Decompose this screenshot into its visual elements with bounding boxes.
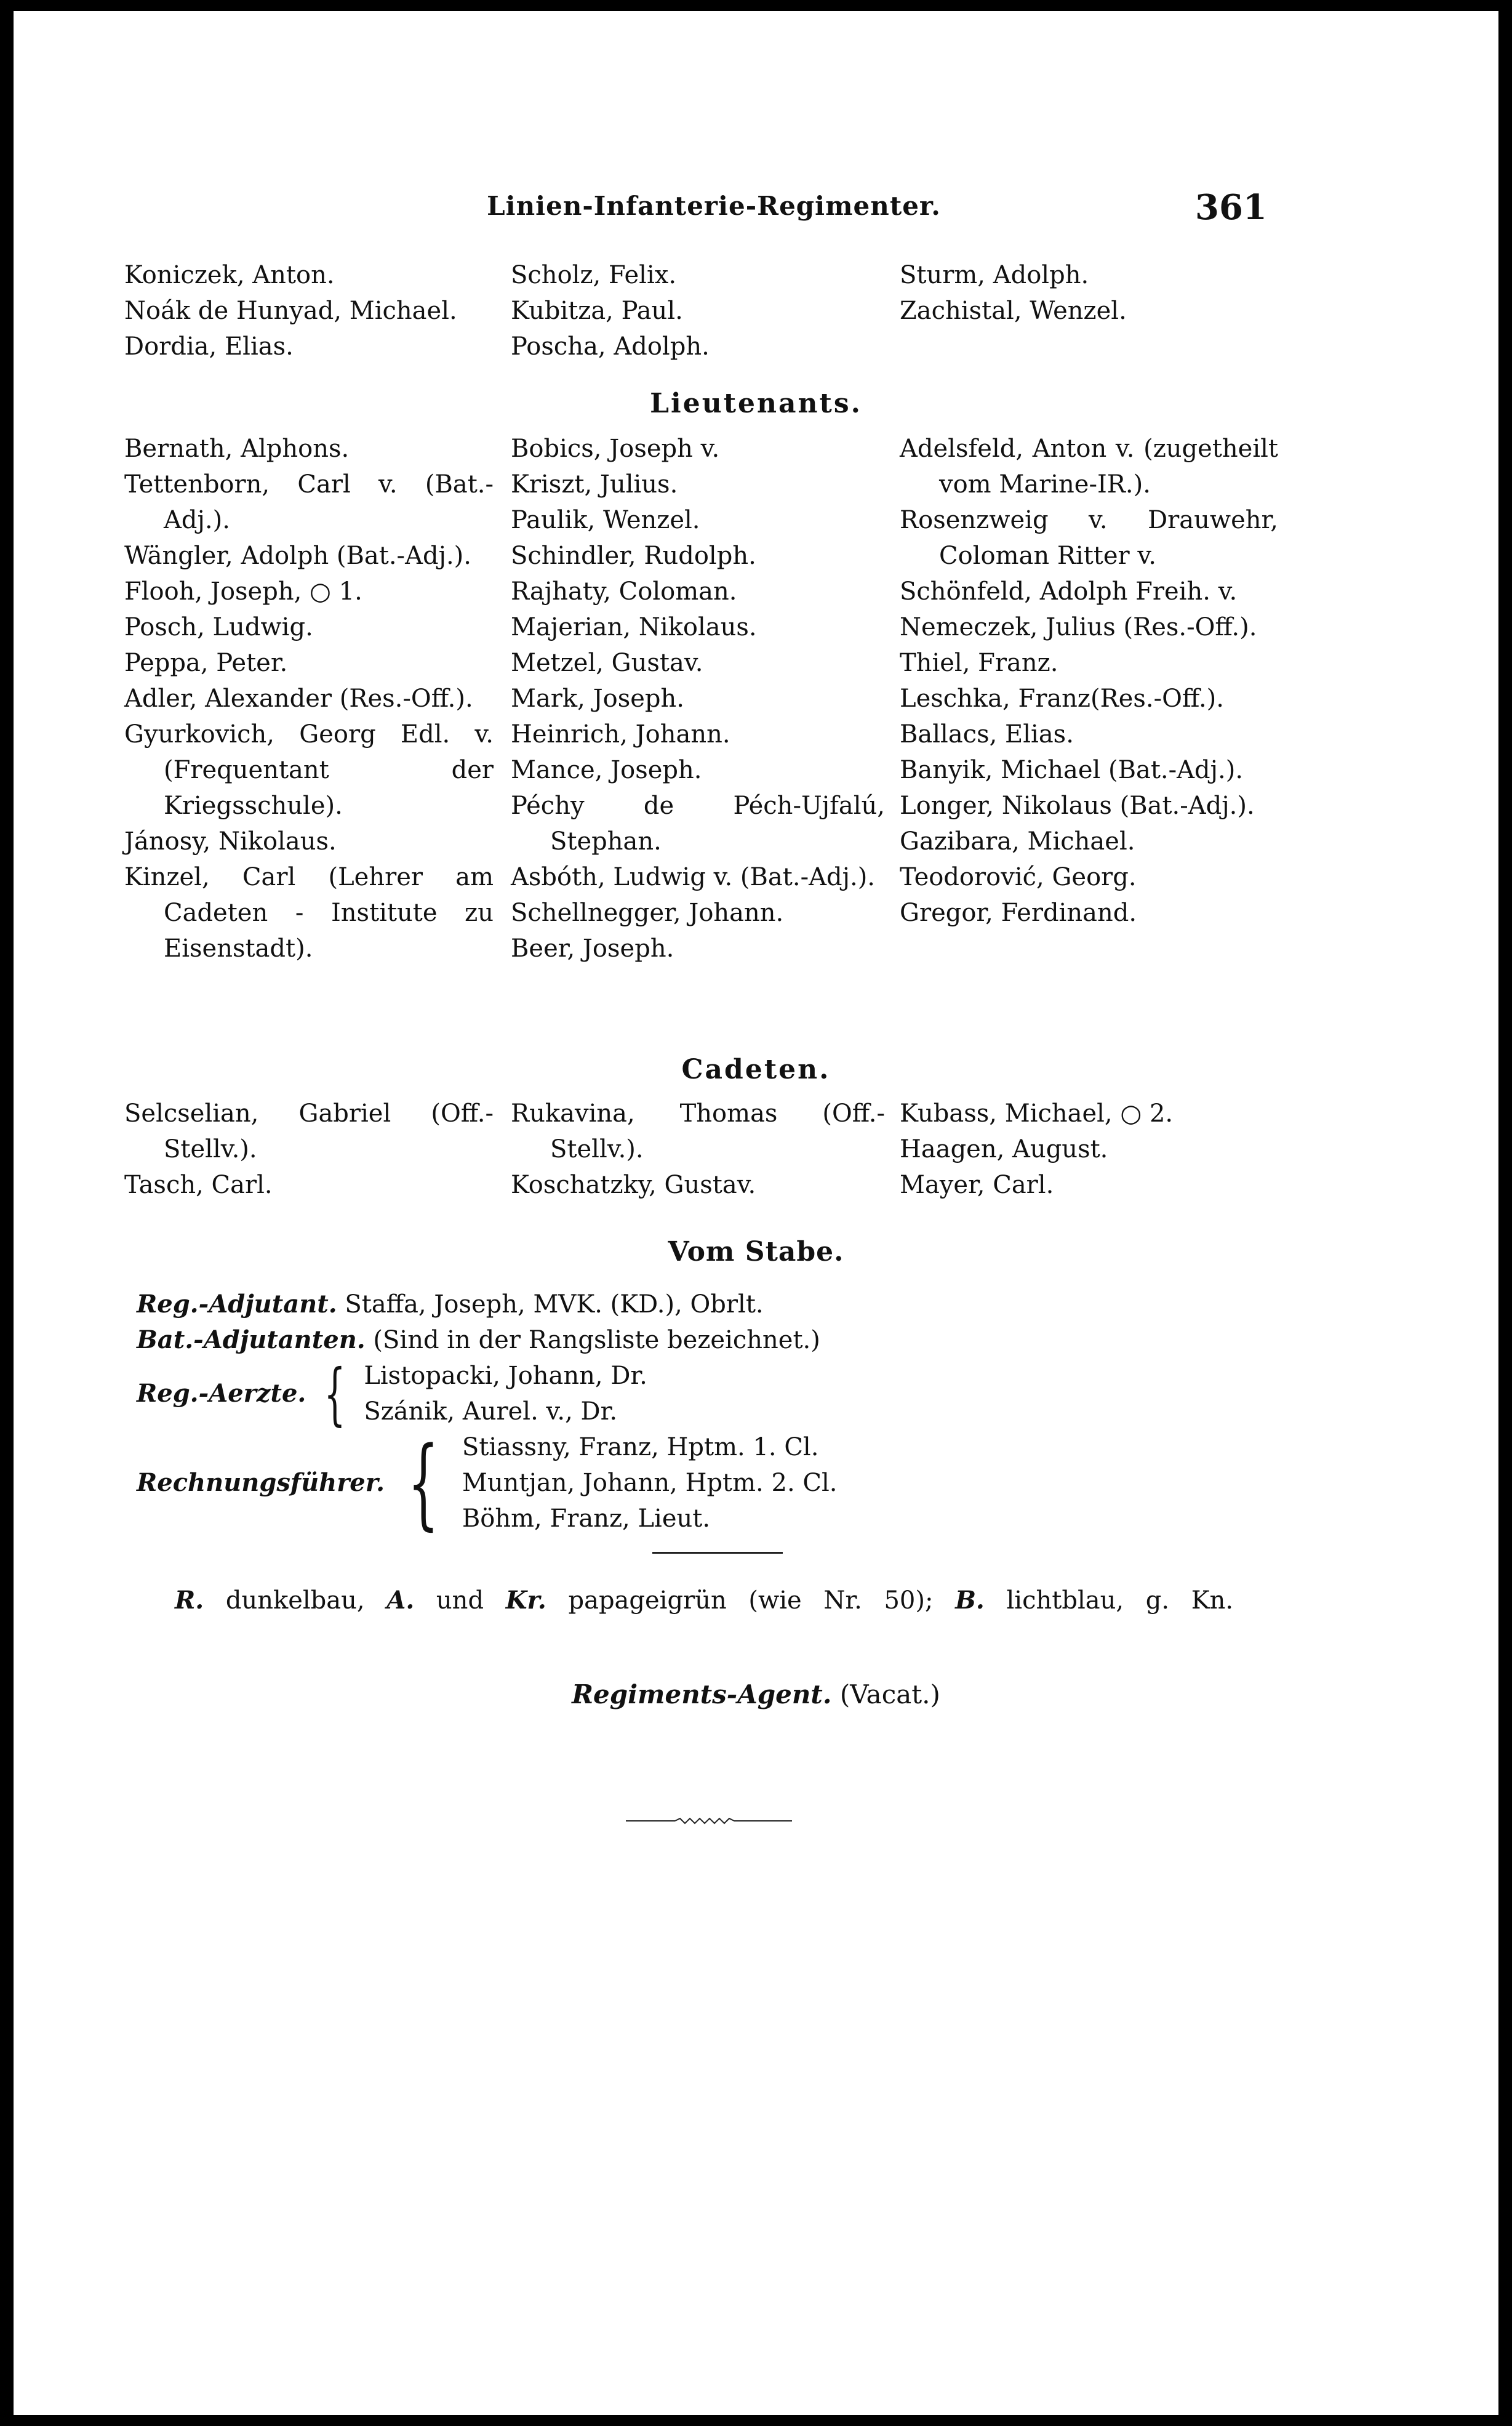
r-value: dunkelbau,: [225, 1586, 365, 1615]
list-item: Banyik, Michael (Bat.-Adj.).: [900, 756, 1244, 784]
list-item: Wängler, Adolph (Bat.-Adj.).: [124, 542, 472, 570]
kr-value: papageigrün (wie Nr. 50);: [568, 1586, 934, 1615]
lieutenants-col3: [900, 431, 1278, 931]
list-item: Listopacki, Johann, Dr.: [364, 1362, 647, 1390]
running-title: Linien-Infanterie-Regimenter.: [487, 191, 941, 221]
list-item: Koniczek, Anton.: [124, 261, 335, 289]
block1-col2: [511, 257, 885, 364]
a-label: A.: [386, 1586, 415, 1615]
und-word: und: [436, 1586, 484, 1615]
bat-adjutanten-row: [137, 1322, 1244, 1358]
list-item: Adler, Alexander (Res.-Off.).: [124, 685, 473, 713]
lieutenants-heading: Lieutenants.: [650, 388, 862, 419]
list-item: Szánik, Aurel. v., Dr.: [364, 1397, 618, 1426]
list-item: Tasch, Carl.: [124, 1171, 273, 1199]
list-item: Beer, Joseph.: [511, 934, 674, 963]
list-item: Rosenzweig v. Drauwehr, Coloman Ritter v.: [900, 506, 1278, 570]
staff-block: [137, 1287, 1244, 1540]
list-item: Majerian, Nikolaus.: [511, 613, 757, 641]
list-item: Thiel, Franz.: [900, 649, 1058, 677]
reg-adjutant-label: Reg.-Adjutant.: [137, 1290, 337, 1319]
list-item: Adelsfeld, Anton v. (zugetheilt vom Marine-IR.).: [900, 435, 1278, 499]
list-item: Metzel, Gustav.: [511, 649, 703, 677]
rechnungsfuehrer-list: [462, 1429, 838, 1536]
list-item: Muntjan, Johann, Hptm. 2. Cl.: [462, 1469, 838, 1497]
list-item: Jánosy, Nikolaus.: [124, 827, 337, 856]
b-value: lichtblau, g. Kn.: [1006, 1586, 1234, 1615]
lieutenants-col2: [511, 431, 885, 966]
list-item: Dordia, Elias.: [124, 332, 294, 361]
reg-aerzte-list: [364, 1358, 647, 1429]
list-item: Bobics, Joseph v.: [511, 435, 720, 463]
list-item: Poscha, Adolph.: [511, 332, 710, 361]
list-item: Koschatzky, Gustav.: [511, 1171, 756, 1199]
reg-aerzte-row: [137, 1354, 1244, 1433]
list-item: Sturm, Adolph.: [900, 261, 1089, 289]
list-item: Ballacs, Elias.: [900, 720, 1074, 749]
list-item: Gregor, Ferdinand.: [900, 899, 1137, 927]
staff-heading: Vom Stabe.: [668, 1236, 844, 1267]
list-item: Longer, Nikolaus (Bat.-Adj.).: [900, 792, 1255, 820]
reg-adjutant-value: Staffa, Joseph, MVK. (KD.), Obrlt.: [345, 1290, 764, 1319]
list-item: Péchy de Péch-Ujfalú, Stephan.: [511, 792, 885, 856]
block1-col3: [900, 257, 1278, 329]
list-item: Heinrich, Johann.: [511, 720, 730, 749]
agent-label: Regiments-Agent.: [572, 1679, 832, 1709]
list-item: Nemeczek, Julius (Res.-Off.).: [900, 613, 1257, 641]
list-item: Posch, Ludwig.: [124, 613, 313, 641]
list-item: Zachistal, Wenzel.: [900, 297, 1127, 325]
list-item: Teodorović, Georg.: [900, 863, 1137, 891]
kr-label: Kr.: [505, 1586, 546, 1615]
list-item: Böhm, Franz, Lieut.: [462, 1504, 711, 1533]
b-label: B.: [955, 1586, 985, 1615]
ornament-rule-icon: [626, 1816, 792, 1825]
list-item: Mance, Joseph.: [511, 756, 702, 784]
list-item: Mayer, Carl.: [900, 1171, 1054, 1199]
cadets-col1: [124, 1096, 494, 1203]
bat-adjutanten-value: (Sind in der Rangsliste bezeichnet.): [373, 1326, 820, 1354]
list-item: Asbóth, Ludwig v. (Bat.-Adj.).: [511, 863, 876, 891]
list-item: Leschka, Franz(Res.-Off.).: [900, 685, 1224, 713]
list-item: Schellnegger, Johann.: [511, 899, 784, 927]
list-item: Noák de Hunyad, Michael.: [124, 297, 457, 325]
brace-icon: {: [324, 1354, 346, 1433]
r-label: R.: [175, 1586, 204, 1615]
list-item: Tettenborn, Carl v. (Bat.-Adj.).: [124, 470, 494, 534]
bat-adjutanten-label: Bat.-Adjutanten.: [137, 1325, 366, 1354]
lieutenants-col1: [124, 431, 494, 966]
regiments-agent: [14, 1679, 1498, 1709]
reg-aerzte-label: Reg.-Aerzte.: [137, 1379, 306, 1408]
agent-value: (Vacat.): [839, 1679, 940, 1709]
list-item: Gazibara, Michael.: [900, 827, 1135, 856]
page: [14, 11, 1498, 2415]
list-item: Paulik, Wenzel.: [511, 506, 700, 534]
list-item: Kinzel, Carl (Lehrer am Cadeten - Institute zu Eisenstadt).: [124, 863, 494, 963]
list-item: Flooh, Joseph, ○ 1.: [124, 577, 362, 606]
cadets-col3: [900, 1096, 1278, 1203]
list-item: Stiassny, Franz, Hptm. 1. Cl.: [462, 1433, 819, 1461]
cadets-col2: [511, 1096, 885, 1203]
list-item: Gyurkovich, Georg Edl. v. (Frequentant der Kriegsschule).: [124, 720, 494, 820]
block1-col1: [124, 257, 494, 364]
list-item: Mark, Joseph.: [511, 685, 684, 713]
list-item: Selcselian, Gabriel (Off.-Stellv.).: [124, 1099, 494, 1163]
list-item: Rukavina, Thomas (Off.-Stellv.).: [511, 1099, 885, 1163]
reg-adjutant-row: [137, 1287, 1244, 1322]
rechnungsfuehrer-row: [137, 1425, 1244, 1540]
list-item: Peppa, Peter.: [124, 649, 288, 677]
regiment-colors: [175, 1586, 1233, 1615]
rechnungsfuehrer-label: Rechnungsführer.: [137, 1468, 385, 1497]
brace-icon: {: [407, 1425, 439, 1540]
list-item: Kubitza, Paul.: [511, 297, 683, 325]
list-item: Scholz, Felix.: [511, 261, 677, 289]
divider: [652, 1552, 783, 1554]
page-number: 361: [1195, 187, 1267, 228]
list-item: Bernath, Alphons.: [124, 435, 350, 463]
list-item: Kriszt, Julius.: [511, 470, 678, 499]
list-item: Rajhaty, Coloman.: [511, 577, 737, 606]
page-header: [14, 187, 1498, 234]
list-item: Kubass, Michael, ○ 2.: [900, 1099, 1174, 1128]
list-item: Schönfeld, Adolph Freih. v.: [900, 577, 1238, 606]
list-item: Haagen, August.: [900, 1135, 1108, 1163]
cadets-heading: Cadeten.: [681, 1054, 831, 1085]
list-item: Schindler, Rudolph.: [511, 542, 756, 570]
